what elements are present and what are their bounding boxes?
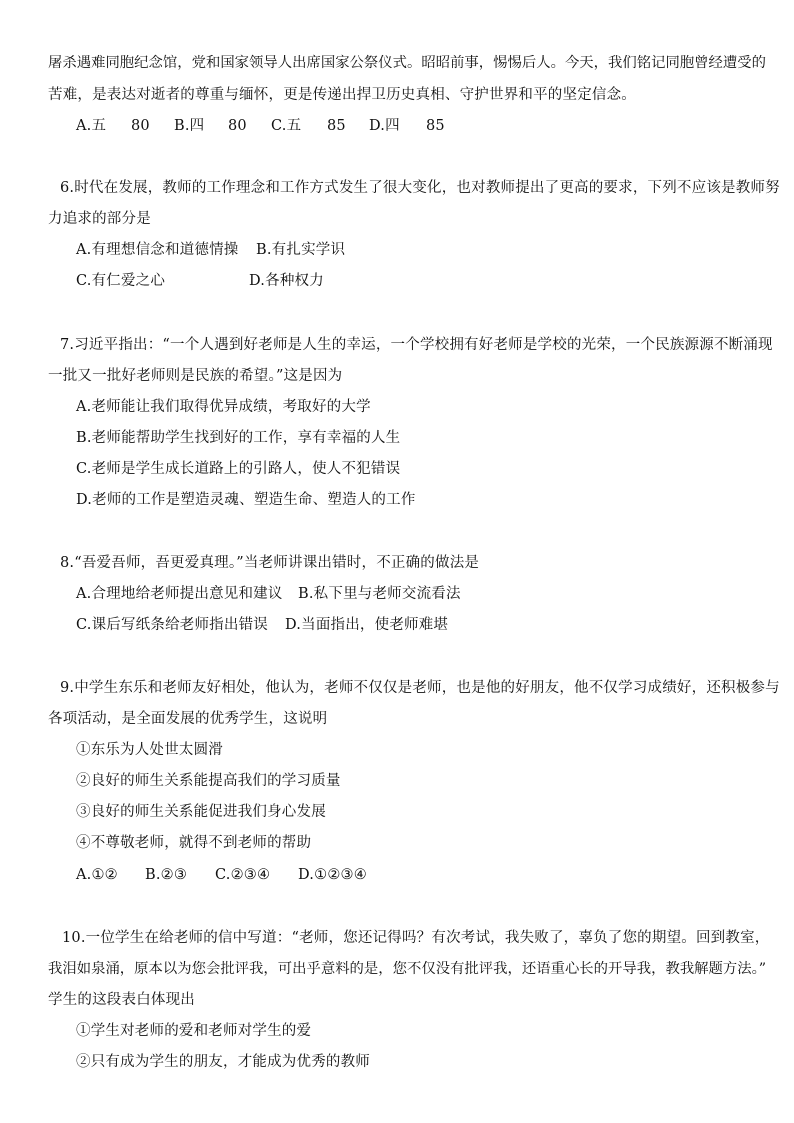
option-row [76,116,445,136]
question-text: 7.习近平指出：“一个人遇到好老师是人生的幸运，一个学校拥有好老师是学校的光荣，一个民族源源不断涌现 [60,337,773,353]
question-text: 各项活动，是全面发展的优秀学生，这说明 [48,711,328,727]
option-a-label: A.五 [76,118,107,134]
option-b-label: B.四 [174,118,205,134]
option-b: B.有扎实学识 [256,242,346,258]
option-d-label: D.四 [369,118,400,134]
option-b: B.老师能帮助学生找到好的工作，享有幸福的人生 [76,430,401,446]
statement-item: ③良好的师生关系能促进我们身心发展 [76,804,326,820]
question-text: 力追求的部分是 [48,211,151,227]
option-d: D.老师的工作是塑造灵魂、塑造生命、塑造人的工作 [76,492,416,508]
option-d-value: 85 [426,118,445,134]
option-c: C.老师是学生成长道路上的引路人，使人不犯错误 [76,461,401,477]
option-d: D.各种权力 [249,273,324,289]
question-text: 学生的这段表白体现出 [48,992,195,1008]
option-c: C.课后写纸条给老师指出错误 [76,617,268,633]
option-a-value: 80 [131,118,150,134]
statement-item: ②只有成为学生的朋友，才能成为优秀的教师 [76,1054,370,1070]
option-a: A.有理想信念和道德情操 [76,242,239,258]
statement-item: ②良好的师生关系能提高我们的学习质量 [76,773,341,789]
question-text: 8.“吾爱吾师，吾更爱真理。”当老师讲课出错时，不正确的做法是 [60,555,480,571]
option-a: A.老师能让我们取得优异成绩，考取好的大学 [76,399,371,415]
statement-item: ④不尊敬老师，就得不到老师的帮助 [76,835,312,851]
statement-item: ①学生对老师的爱和老师对学生的爱 [76,1023,312,1039]
option-c-label: C.五 [271,118,302,134]
question-text: 6.时代在发展，教师的工作理念和工作方式发生了很大变化，也对教师提出了更高的要求，下列不应该是教师努 [60,180,780,196]
option-b: B.②③ [145,867,188,883]
option-c: C.②③④ [215,867,271,883]
option-b-value: 80 [228,118,247,134]
option-b: B.私下里与老师交流看法 [298,586,461,602]
option-d: D.当面指出，使老师难堪 [285,617,449,633]
question-text: 一批又一批好老师则是民族的希望。”这是因为 [48,368,343,384]
option-d: D.①②③④ [298,867,367,883]
option-c-value: 85 [327,118,346,134]
option-a: A.合理地给老师提出意见和建议 [76,586,283,602]
question-text: 苦难，是表达对逝者的尊重与缅怀，更是传递出捍卫历史真相、守护世界和平的坚定信念。 [48,87,636,103]
option-c: C.有仁爱之心 [76,273,166,289]
question-text: 屠杀遇难同胞纪念馆，党和国家领导人出席国家公祭仪式。昭昭前事，惕惕后人。今天，我们铭记同胞曾经遭受的 [48,55,766,71]
question-text: 我泪如泉涌，原本以为您会批评我，可出乎意料的是，您不仅没有批评我，还语重心长的开导我，教我解题方法。” [48,961,767,977]
statement-item: ①东乐为人处世太圆滑 [76,742,223,758]
question-text: 10.一位学生在给老师的信中写道：“老师，您还记得吗？有次考试，我失败了，辜负了您的期望。回到教室， [62,930,770,946]
option-a: A.①② [76,867,118,883]
question-text: 9.中学生东乐和老师友好相处，他认为，老师不仅仅是老师，也是他的好朋友，他不仅学习成绩好，还积极参与 [60,680,780,696]
